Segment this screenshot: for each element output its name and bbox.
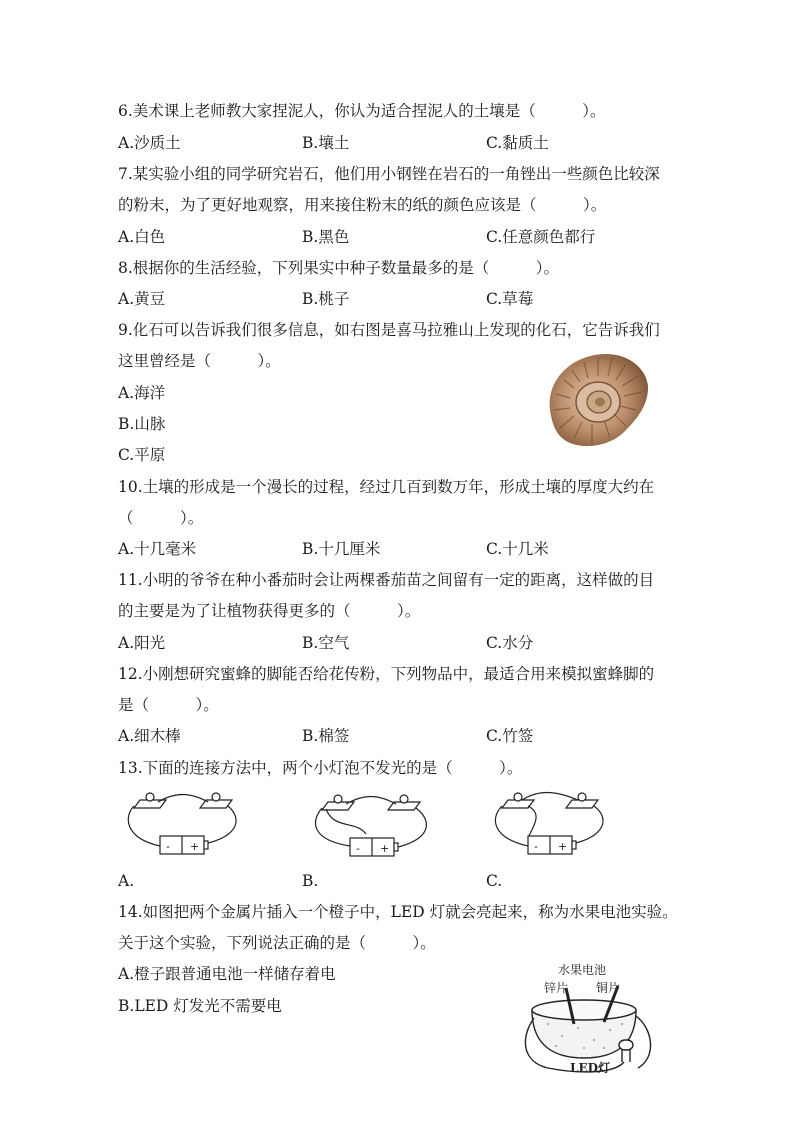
- q11-stem-line1: 11.小明的爷爷在种小番茄时会让两棵番茄苗之间留有一定的距离，这样做的目: [118, 571, 655, 589]
- q6-option-b: B.壤土: [302, 134, 350, 152]
- circuit-diagram-c: [488, 788, 620, 860]
- q13-option-a: A.: [118, 872, 135, 890]
- q6-option-a: A.沙质土: [118, 134, 181, 152]
- circuit-b-plus: +: [380, 842, 390, 855]
- fruit-battery-figure: [518, 958, 666, 1078]
- q14-option-a: A.橙子跟普通电池一样储存着电: [118, 965, 336, 983]
- q10-option-c: C.十几米: [486, 540, 549, 558]
- zinc-label: 锌片: [544, 981, 569, 995]
- q7-option-b: B.黑色: [302, 228, 350, 246]
- ammonite-fossil-image: [544, 350, 652, 452]
- q7-stem-line1: 7.某实验小组的同学研究岩石，他们用小钢锉在岩石的一角锉出一些颜色比较深: [118, 165, 660, 183]
- q11-option-c: C.水分: [486, 634, 534, 652]
- q13-stem: 13.下面的连接方法中，两个小灯泡不发光的是（ ）。: [118, 759, 523, 777]
- q9-stem-line1: 9.化石可以告诉我们很多信息，如右图是喜马拉雅山上发现的化石，它告诉我们: [118, 321, 660, 339]
- q10-stem-line2: （ ）。: [118, 509, 204, 527]
- circuit-diagram-a: [120, 788, 252, 860]
- q12-option-c: C.竹签: [486, 727, 534, 745]
- fruit-battery-title: 水果电池: [558, 963, 607, 977]
- circuit-a-minus: -: [166, 840, 170, 853]
- q6-option-c: C.黏质土: [486, 134, 549, 152]
- q8-option-a: A.黄豆: [118, 290, 166, 308]
- q8-option-c: C.草莓: [486, 290, 534, 308]
- circuit-c-minus: -: [534, 840, 538, 853]
- q11-stem-line2: 的主要是为了让植物获得更多的（ ）。: [118, 602, 421, 620]
- q13-option-b: B.: [302, 872, 319, 890]
- q13-option-c: C.: [486, 872, 503, 890]
- q9-stem-line2: 这里曾经是（ ）。: [118, 352, 281, 370]
- q9-option-a: A.海洋: [118, 384, 166, 402]
- q14-stem-line2: 关于这个实验，下列说法正确的是（ ）。: [118, 934, 436, 952]
- q9-option-b: B.山脉: [118, 415, 166, 433]
- q8-stem: 8.根据你的生活经验，下列果实中种子数量最多的是（ ）。: [118, 259, 560, 277]
- circuit-b-minus: -: [356, 842, 360, 855]
- q10-option-a: A.十几毫米: [118, 540, 197, 558]
- q12-stem-line2: 是（ ）。: [118, 696, 219, 714]
- q9-option-c: C.平原: [118, 446, 166, 464]
- q7-stem-line2: 的粉末，为了更好地观察，用来接住粉末的纸的颜色应该是（ ）。: [118, 196, 607, 214]
- q7-option-c: C.任意颜色都行: [486, 228, 596, 246]
- q10-option-b: B.十几厘米: [302, 540, 381, 558]
- q12-option-b: B.棉签: [302, 727, 350, 745]
- q7-option-a: A.白色: [118, 228, 166, 246]
- copper-label: 铜片: [596, 981, 621, 995]
- q11-option-b: B.空气: [302, 634, 350, 652]
- q11-option-a: A.阳光: [118, 634, 166, 652]
- circuit-a-plus: +: [190, 840, 200, 853]
- q14-stem-line1: 14.如图把两个金属片插入一个橙子中，LED 灯就会亮起来，称为水果电池实验。: [118, 903, 678, 921]
- q12-option-a: A.细木棒: [118, 727, 181, 745]
- q6-stem: 6.美术课上老师教大家捏泥人，你认为适合捏泥人的土壤是（ ）。: [118, 102, 606, 120]
- q8-option-b: B.桃子: [302, 290, 350, 308]
- circuit-diagram-b: [306, 790, 446, 862]
- q12-stem-line1: 12.小刚想研究蜜蜂的脚能否给花传粉，下列物品中，最适合用来模拟蜜蜂脚的: [118, 665, 655, 683]
- q10-stem-line1: 10.土壤的形成是一个漫长的过程，经过几百到数万年，形成土壤的厚度大约在: [118, 478, 655, 496]
- led-label: LED灯: [570, 1061, 610, 1075]
- circuit-c-plus: +: [558, 840, 568, 853]
- q14-option-b: B.LED 灯发光不需要电: [118, 997, 282, 1015]
